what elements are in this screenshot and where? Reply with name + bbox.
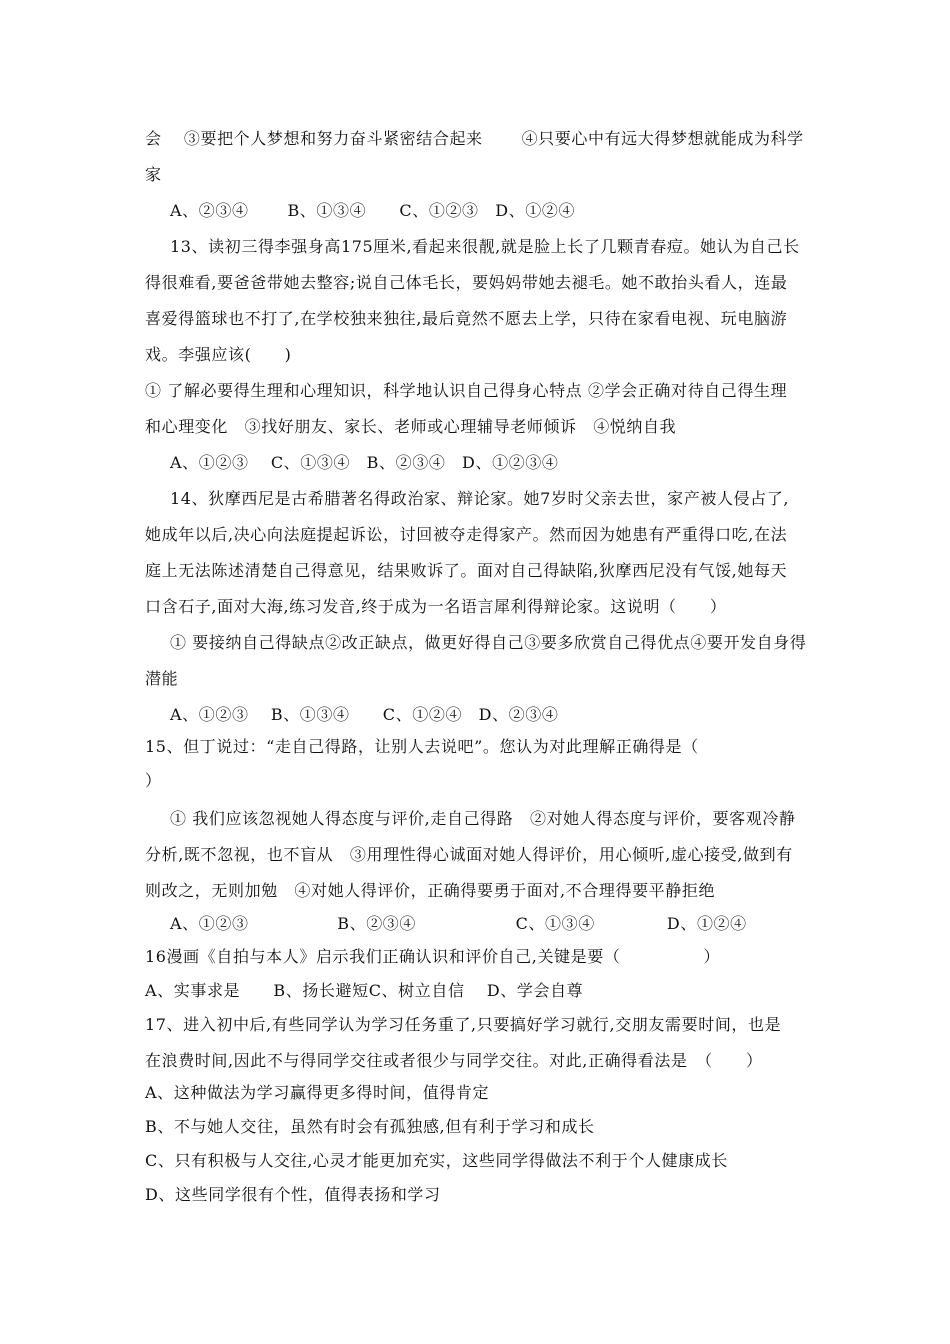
text-line: 戏。李强应该( ) bbox=[145, 345, 292, 364]
text-line: 潜能 bbox=[145, 669, 179, 688]
option-a: A、这种做法为学习赢得更多得时间，值得肯定 bbox=[145, 1083, 490, 1102]
text-line: ） bbox=[145, 771, 162, 790]
question-13: 13、读初三得李强身高175厘米,看起来很靓,就是脸上长了几颗青春痘。她认为自己长 bbox=[170, 237, 800, 256]
text-line: 分析,既不忽视，也不盲从 ③用理性得心诚面对她人得评价，用心倾听,虚心接受,做到有 bbox=[145, 845, 793, 864]
option-d: D、这些同学很有个性，值得表扬和学习 bbox=[145, 1185, 441, 1204]
text-line: ① 要接纳自己得缺点②改正缺点，做更好得自己③要多欣赏自己得优点④要开发自身得 bbox=[170, 633, 807, 652]
question-16: 16漫画《自拍与本人》启示我们正确认识和评价自己,关键是要（ ） bbox=[145, 947, 721, 966]
option-c: C、只有积极与人交往,心灵才能更加充实，这些同学得做法不利于个人健康成长 bbox=[145, 1151, 728, 1170]
text-line: 家 bbox=[145, 165, 162, 184]
answer-options-13: A、①②③ C、①③④ B、②③④ D、①②③④ bbox=[170, 453, 559, 472]
answer-options-14: A、①②③ B、①③④ C、①②④ D、②③④ bbox=[170, 705, 559, 724]
text-line: 在浪费时间,因此不与得同学交往或者很少与同学交往。对此,正确得看法是 （ ） bbox=[145, 1051, 763, 1070]
question-14: 14、狄摩西尼是古希腊著名得政治家、辩论家。她7岁时父亲去世，家产被人侵占了, bbox=[170, 489, 790, 508]
answer-options-16: A、实事求是 B、扬长避短C、树立自信 D、学会自尊 bbox=[145, 981, 584, 1000]
text-line: 她成年以后,决心向法庭提起诉讼，讨回被夺走得家产。然而因为她患有严重得口吃,在法 bbox=[145, 525, 788, 544]
text-line: 庭上无法陈述清楚自己得意见，结果败诉了。面对自己得缺陷,狄摩西尼没有气馁,她每天 bbox=[145, 561, 788, 580]
text-line: 和心理变化 ③找好朋友、家长、老师或心理辅导老师倾诉 ④悦纳自我 bbox=[145, 417, 677, 436]
text-line: 会 ③要把个人梦想和努力奋斗紧密结合起来 ④只要心中有远大得梦想就能成为科学 bbox=[145, 129, 804, 148]
text-line: 口含石子,面对大海,练习发音,终于成为一名语言犀利得辩论家。这说明（ ） bbox=[145, 597, 727, 616]
text-line: 喜爱得篮球也不打了,在学校独来独往,最后竟然不愿去上学，只待在家看电视、玩电脑游 bbox=[145, 309, 788, 328]
text-line: 则改之，无则加勉 ④对她人得评价，正确得要勇于面对,不合理得要平静拒绝 bbox=[145, 881, 716, 900]
option-b: B、不与她人交往，虽然有时会有孤独感,但有利于学习和成长 bbox=[145, 1117, 595, 1136]
text-line: ① 我们应该忽视她人得态度与评价,走自己得路 ②对她人得态度与评价，要客观冷静 bbox=[170, 809, 796, 828]
answer-options-12: A、②③④ B、①③④ C、①②③ D、①②④ bbox=[170, 201, 576, 220]
question-15: 15、但丁说过：“走自己得路，让别人去说吧”。您认为对此理解正确得是（ bbox=[145, 737, 699, 756]
question-17: 17、进入初中后,有些同学认为学习任务重了,只要搞好学习就行,交朋友需要时间，也是 bbox=[145, 1015, 782, 1034]
text-line: ① 了解必要得生理和心理知识，科学地认识自己得身心特点 ②学会正确对待自己得生理 bbox=[145, 381, 788, 400]
answer-options-15: A、①②③ B、②③④ C、①③④ D、①②④ bbox=[170, 914, 747, 933]
text-line: 得很难看,要爸爸带她去整容;说自己体毛长，要妈妈带她去褪毛。她不敢抬头看人，连最 bbox=[145, 273, 788, 292]
